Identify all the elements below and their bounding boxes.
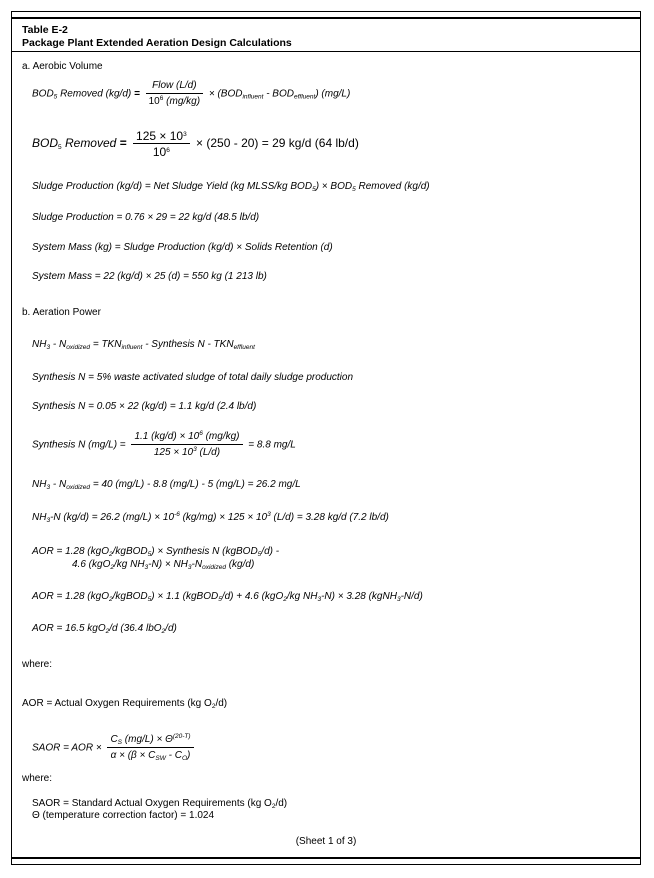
synthesis-mgl-formula: Synthesis N (mg/L) = $\frac{1.1 (kg/d) \times 10^6 (mg/kg)}{125 \times 10^3 (L/d)}$ = 8.8 mg/L [32, 430, 296, 458]
aor-calc: AOR = 1.28 (kgO$_2$/kgBOD$_5$) × 1.1 (kgBOD$_5$/d) + 4.6 (kgO$_2$/kg $NH_3-N) \times 3.28$ (kgNH$_3$-N/d) [32, 591, 423, 603]
aor-definition: AOR = Actual Oxygen Requirements (kg $O_2/d$) [22, 698, 228, 710]
table-title: Package Plant Extended Aeration Design Calculations [22, 37, 292, 49]
where-label-2: where: [22, 773, 53, 784]
nh3n-calc: $NH_3-N$ (kg/d) = 26.2 $(mg/L) \times 10^{-6}$ $(kg/mg) \times 125 \times 10^3$ (L/d) = 3.28 kg/d (7.2 lb/d) [32, 511, 389, 524]
where-label-1: where: [22, 659, 53, 670]
saor-formula: SAOR = AOR × $\frac{C_S (mg/L) \times \Theta^{(20-T)}}{\alpha \times (\beta \times C_{SW} - C_O)}$ [32, 734, 197, 762]
table-id: Table E-2 [22, 24, 68, 36]
nh3-calc: $NH_3 - N_{oxidized} = 40$ (mg/L) - 8.8 (mg/L) - 5 (mg/L) = 26.2 mg/L [32, 479, 301, 491]
sludge-calc: Sludge Production = 0.76 × 29 = 22 kg/d (48.5 lb/d) [32, 212, 260, 223]
aor-formula-line1: AOR = 1.28 (kgO$_2$/kgBOD$_5$) × Synthesis N (kgBOD$_5$/d) - [32, 546, 280, 558]
nh3-formula: $NH_3 - N_{oxidized} = TKN_{influent}$ - Synthesis N - $TKN_{effluent}$ [32, 339, 255, 351]
section-b-heading: b. Aeration Power [22, 307, 101, 318]
top-rule [12, 17, 640, 19]
section-a-heading: a. Aerobic Volume [22, 61, 103, 72]
bod-removed-formula: $BOD_5$ Removed (kg/d) = $\frac{\text{Flow (L/d)}}{10^6 (mg/kg)}$ × $(BOD_{influent} - BOD_{effluent})$ (mg/L) [32, 80, 351, 107]
synthesis-definition: Synthesis N = 5% waste activated sludge of total daily sludge production [32, 372, 354, 383]
aor-formula-line2: 4.6 (kgO$_2$/kg $NH_3-N) \times NH_3-N_{oxidized}$ (kg/d) [72, 559, 255, 571]
aor-result: AOR = 16.5 kgO$_2$/d (36.4 lbO$_2$/d) [32, 623, 177, 635]
title-rule [12, 51, 640, 52]
bod-fraction: $\frac{\text{Flow (L/d)}}{10^6 (mg/kg)}$ [146, 80, 203, 108]
system-mass-formula: System Mass (kg) = Sludge Production (kg/d) × Solids Retention (d) [32, 242, 333, 253]
bod-removed-calc: $BOD_5$ Removed = $\frac{125 \times 10^3}{10^6}$ × (250 - 20) = 29 kg/d (64 lb/d) [32, 129, 359, 159]
document-frame [11, 11, 641, 865]
sludge-formula: Sludge Production (kg/d) = Net Sludge Yield (kg MLSS/kg $BOD_5) \times BOD_5$ Removed (kg/d) [32, 181, 430, 193]
sheet-label: (Sheet 1 of 3) [295, 836, 357, 847]
saor-definition: SAOR = Standard Actual Oxygen Requirements (kg $O_2/d$) [32, 798, 288, 810]
system-mass-calc: System Mass = 22 (kg/d) × 25 (d) = 550 kg (1 213 lb) [32, 271, 267, 282]
bottom-rule [12, 857, 640, 859]
theta-definition: Θ (temperature correction factor) = 1.024 [32, 810, 215, 821]
synthesis-calc: Synthesis N = 0.05 × 22 (kg/d) = 1.1 kg/d (2.4 lb/d) [32, 401, 257, 412]
